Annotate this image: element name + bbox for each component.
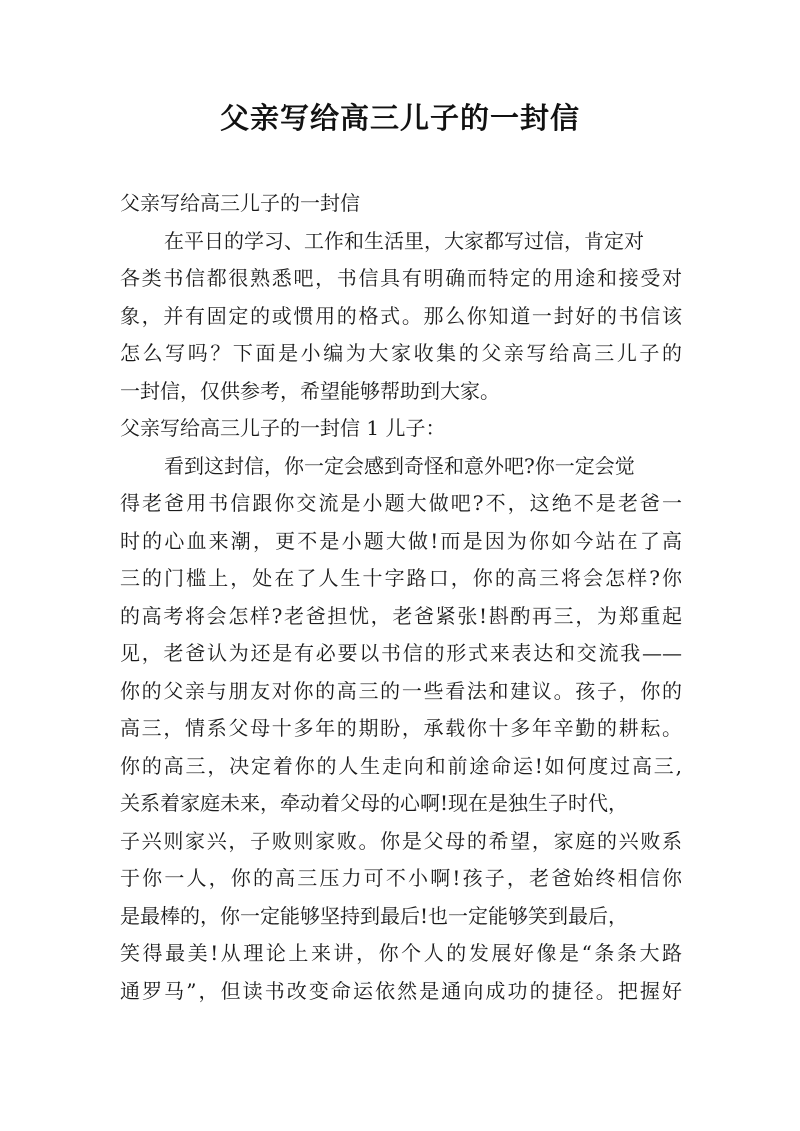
subtitle: 父亲写给高三儿子的一封信	[120, 191, 360, 215]
letter-line: 见，老爸认为还是有必要以书信的形式来表达和交流我——	[120, 641, 682, 665]
intro-line: 怎么写吗？下面是小编为大家收集的父亲写给高三儿子的	[120, 341, 682, 365]
letter-line: 你的父亲与朋友对你的高三的一些看法和建议。孩子，你的	[120, 678, 682, 703]
letter-line: 通罗马”，但读书改变命运依然是通向成功的捷径。把握好	[120, 978, 682, 1003]
letter-line: 子兴则家兴，子败则家败。你是父母的希望，家庭的兴败系	[120, 828, 682, 853]
letter-line: 看到这封信，你一定会感到奇怪和意外吧?你一定会觉	[164, 453, 635, 478]
letter-line: 的高考将会怎样?老爸担忧，老爸紧张!斟酌再三，为郑重起	[120, 603, 682, 628]
letter-line: 于你一人，你的高三压力可不小啊!孩子，老爸始终相信你	[120, 866, 682, 890]
letter-line: 时的心血来潮，更不是小题大做!而是因为你如今站在了高	[120, 528, 682, 553]
letter-heading: 父亲写给高三儿子的一封信 1 儿子：	[120, 416, 446, 440]
letter-line: 得老爸用书信跟你交流是小题大做吧?不，这绝不是老爸一	[120, 491, 682, 515]
letter-line: 你的高三，决定着你的人生走向和前途命运!如何度过高三,	[120, 753, 682, 778]
letter-line: 三的门槛上，处在了人生十字路口，你的高三将会怎样?你	[120, 566, 682, 590]
intro-paragraph	[120, 223, 682, 411]
intro-line: 象，并有固定的或惯用的格式。那么你知道一封好的书信该	[120, 303, 682, 328]
letter-line: 高三，情系父母十多年的期盼，承载你十多年辛勤的耕耘。	[120, 716, 682, 740]
letter-line: 笑得最美!从理论上来讲，你个人的发展好像是“条条大路	[120, 941, 682, 965]
intro-line: 各类书信都很熟悉吧，书信具有明确而特定的用途和接受对	[120, 266, 682, 290]
document-title: 父亲写给高三儿子的一封信	[219, 101, 580, 135]
letter-line: 是最棒的，你一定能够坚持到最后!也一定能够笑到最后，	[120, 903, 629, 928]
letter-line: 关系着家庭未来，牵动着父母的心啊!现在是独生子时代，	[120, 791, 629, 815]
letter-paragraph	[120, 448, 682, 1011]
intro-line: 在平日的学习、工作和生活里，大家都写过信，肯定对	[164, 228, 644, 253]
intro-line: 一封信，仅供参考，希望能够帮助到大家。	[120, 378, 500, 403]
document-body	[120, 185, 682, 1010]
